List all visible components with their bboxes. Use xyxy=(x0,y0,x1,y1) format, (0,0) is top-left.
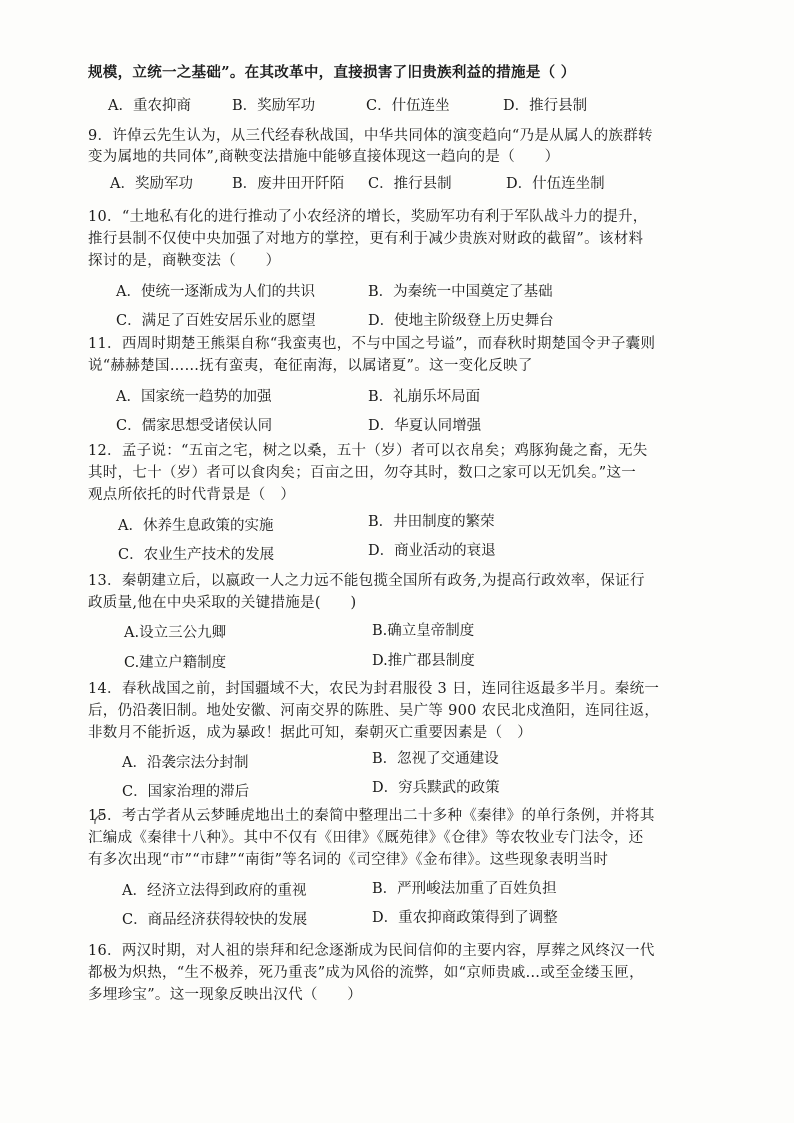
question-16-line-1: 16．两汉时期，对人祖的崇拜和纪念逐渐成为民间信仰的主要内容，厚葬之风终汉一代 xyxy=(88,943,655,959)
question-15-line-2: 汇编成《秦律十八种》。其中不仅有《田律》《厩苑律》《仓律》等农牧业专门法令，还 xyxy=(88,830,644,846)
q15-option-c: C．商品经济获得较快的发展 xyxy=(122,912,308,928)
q8-option-d: D．推行县制 xyxy=(503,98,588,114)
question-11-line-2: 说“赫赫楚国……抚有蛮夷，奄征南海，以属诸夏”。这一变化反映了 xyxy=(88,358,533,374)
question-10-line-1: 10．“土地私有化的进行推动了小农经济的增长，奖励军功有利于军队战斗力的提升， xyxy=(88,209,648,225)
q8-option-c: C．什伍连坐 xyxy=(366,98,450,114)
question-13-line-1: 13．秦朝建立后，以嬴政一人之力远不能包揽全国所有政务,为提高行政效率，保证行 xyxy=(88,573,645,589)
question-16-line-3: 多埋珍宝”。这一现象反映出汉代（ ） xyxy=(88,987,363,1003)
question-15-line-3: 有多次出现“市”“市肆”“南街”等名词的《司空律》《金布律》。这些现象表明当时 xyxy=(88,852,609,868)
q15-option-b: B．严刑峻法加重了百姓负担 xyxy=(372,881,557,897)
q11-option-c: C．儒家思想受诸侯认同 xyxy=(116,418,273,434)
q12-option-a: A．休养生息政策的实施 xyxy=(118,518,274,534)
q8-option-a: A．重农抑商 xyxy=(108,98,191,114)
question-12-line-1: 12．孟子说：“五亩之宅，树之以桑，五十（岁）者可以衣帛矣；鸡豚狗彘之畜，无失 xyxy=(88,443,648,459)
q14-option-d: D．穷兵黩武的政策 xyxy=(372,780,500,796)
question-16-line-2: 都极为炽热，“生不极养，死乃重丧”成为风俗的流弊，如“京师贵戚…或至金缕玉匣， xyxy=(88,965,644,981)
q8-option-b: B．奖励军功 xyxy=(232,98,316,114)
q11-option-d: D．华夏认同增强 xyxy=(368,418,482,434)
question-9-line-2: 变为属地的共同体”,商鞅变法措施中能够直接体现这一趋向的是（ ） xyxy=(88,149,560,165)
q10-option-b: B．为秦统一中国奠定了基础 xyxy=(368,284,553,300)
q15-option-a: A．经济立法得到政府的重视 xyxy=(122,883,307,899)
q12-option-d: D．商业活动的衰退 xyxy=(368,543,496,559)
q12-option-b: B．井田制度的繁荣 xyxy=(368,514,495,530)
q13-option-d: D.推广郡县制度 xyxy=(372,653,475,669)
question-9-line-1: 9．许倬云先生认为，从三代经春秋战国，中华共同体的演变趋向“乃是从属人的族群转 xyxy=(88,128,653,144)
question-14-line-3: 非数月不能折返，成为暴政！据此可知，秦朝灭亡重要因素是（ ） xyxy=(88,725,532,741)
question-14-line-2: 后，仍沿袭旧制。地处安徽、河南交界的陈胜、吴广等 900 农民北戍渔阳，连同往返， xyxy=(88,703,660,719)
q13-option-b: B.确立皇帝制度 xyxy=(372,623,475,639)
question-11-line-1: 11．西周时期楚王熊渠自称“我蛮夷也，不与中国之号谥”，而春秋时期楚国令尹子囊则 xyxy=(88,336,656,352)
question-14-line-1: 14．春秋战国之前，封国疆域不大，农民为封君服役 3 日，连同往返最多半月。秦统一 xyxy=(88,681,660,697)
question-15-line-1: 15．考古学者从云梦睡虎地出土的秦简中整理出二十多种《秦律》的单行条例，并将其 xyxy=(88,808,655,824)
q14-option-c: C．国家治理的滞后 xyxy=(122,784,250,800)
question-10-line-2: 推行县制不仅使中央加强了对地方的掌控，更有利于减少贵族对财政的截留”。该材料 xyxy=(88,231,644,247)
question-12-line-3: 观点所依托的时代背景是（ ） xyxy=(88,487,296,503)
q9-option-a: A．奖励军功 xyxy=(110,176,193,192)
q10-option-d: D．使地主阶级登上历史舞台 xyxy=(368,313,554,329)
question-8-stem: 规模，立统一之基础”。在其改革中，直接损害了旧贵族利益的措施是（ ） xyxy=(88,64,576,81)
q11-option-b: B．礼崩乐坏局面 xyxy=(368,389,481,405)
q9-option-c: C．推行县制 xyxy=(368,176,452,192)
q15-option-d: D．重农抑商政策得到了调整 xyxy=(372,910,558,926)
q9-option-d: D．什伍连坐制 xyxy=(506,176,605,192)
q13-option-c: C.建立户籍制度 xyxy=(124,655,227,671)
q10-option-c: C．满足了百姓安居乐业的愿望 xyxy=(116,313,316,329)
q12-option-c: C．农业生产技术的发展 xyxy=(118,547,275,563)
q11-option-a: A．国家统一趋势的加强 xyxy=(116,389,272,405)
q14-option-b: B．忽视了交通建设 xyxy=(372,751,499,767)
question-13-line-2: 政质量,他在中央采取的关键措施是( ) xyxy=(88,595,357,611)
question-10-line-3: 探讨的是，商鞅变法（ ） xyxy=(88,253,281,269)
q13-option-a: A.设立三公九卿 xyxy=(124,625,227,641)
q14-option-a: A．沿袭宗法分封制 xyxy=(122,755,249,771)
q9-option-b: B．废井田开阡陌 xyxy=(232,176,345,192)
q10-option-a: A．使统一逐渐成为人们的共识 xyxy=(116,284,315,300)
question-12-line-2: 其时，七十（岁）者可以食肉矣；百亩之田，勿夺其时，数口之家可以无饥矣。”这一 xyxy=(88,465,637,481)
